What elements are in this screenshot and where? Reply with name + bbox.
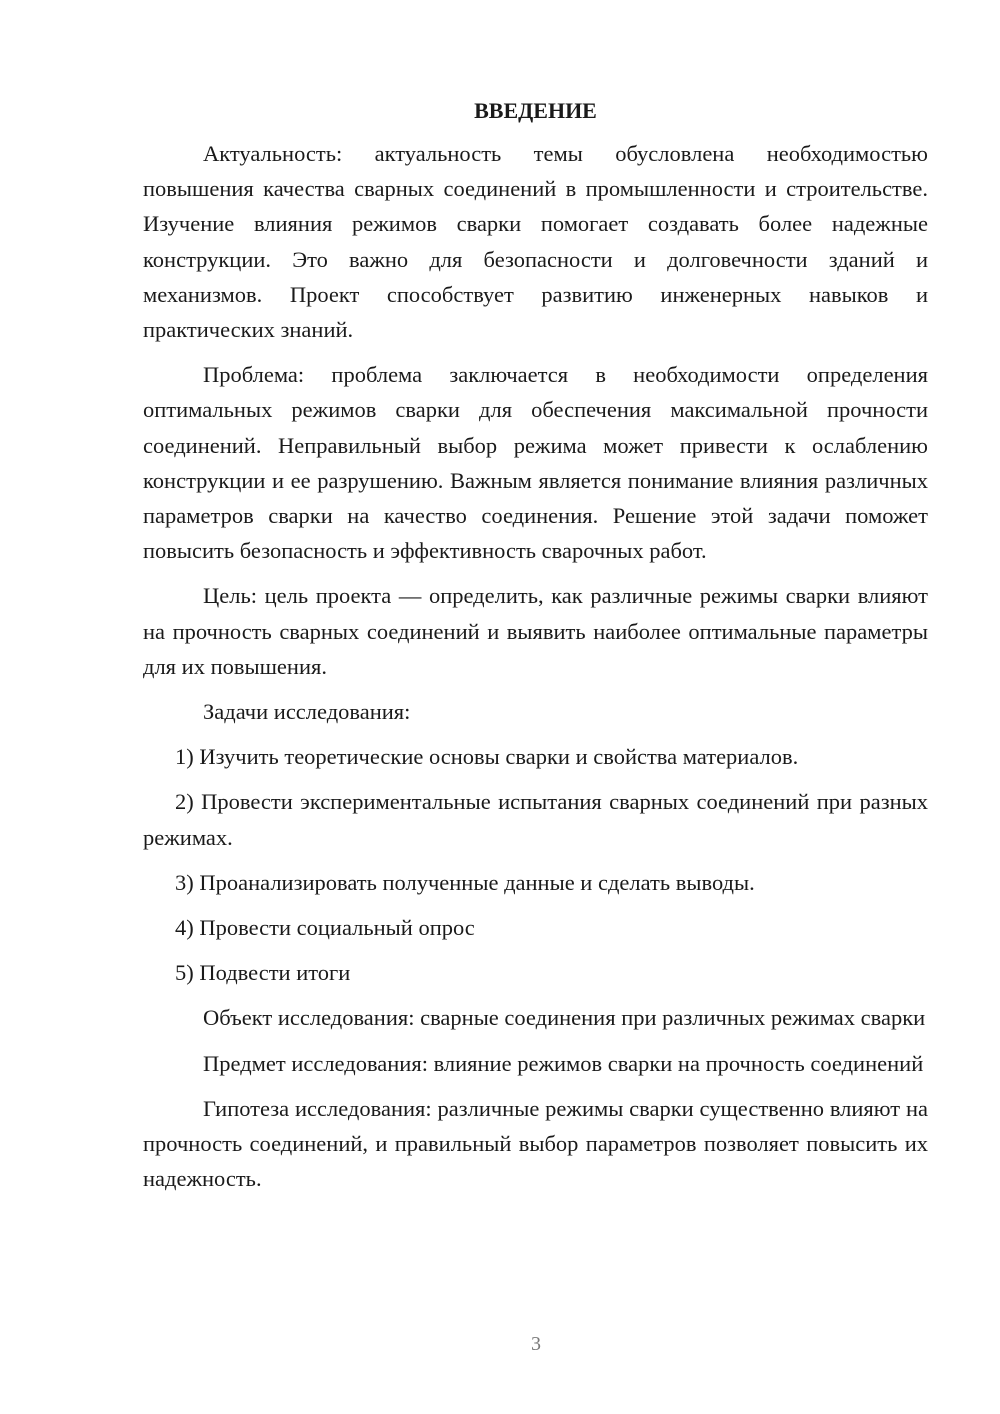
problem-paragraph: Проблема: проблема заключается в необходимости определения оптимальных режимов сварки для обеспечения максимальной прочности соединений. Неправильный выбор режима может привести к ослаблению конструкции и ее разрушению. Важным является понимание влияния различных параметров сварки на качество соединения. Решение этой задачи поможет повысить безопасность и эффективность сварочных работ. <box>143 362 928 564</box>
hypothesis-paragraph: Гипотеза исследования: различные режимы сварки существенно влияют на прочность соединений, и правильный выбор параметров позволяет повысить их надежность. <box>143 1095 928 1192</box>
page-title: ВВЕДЕНИЕ <box>474 98 597 123</box>
task-item: 4) Провести социальный опрос <box>175 915 475 941</box>
task-item: 3) Проанализировать полученные данные и сделать выводы. <box>175 869 755 895</box>
relevance-paragraph: Актуальность: актуальность темы обусловлена необходимостью повышения качества сварных соединений в промышленности и строительстве. Изучение влияния режимов сварки помогает создавать более надежные конструкции. Это важно для безопасности и долговечности зданий и механизмов. Проект способствует развитию инженерных навыков и практических знаний. <box>143 141 928 343</box>
goal-paragraph: Цель: цель проекта — определить, как различные режимы сварки влияют на прочность сварных соединений и выявить наиболее оптимальные параметры для их повышения. <box>143 583 928 679</box>
task-item: 1) Изучить теоретические основы сварки и свойства материалов. <box>175 744 799 770</box>
page-number: 3 <box>531 1333 541 1355</box>
tasks-heading: Задачи исследования: <box>203 699 411 725</box>
task-item: 5) Подвести итоги <box>175 960 351 986</box>
task-item: 2) Провести экспериментальные испытания сварных соединений при разных режимах. <box>143 789 928 850</box>
object-paragraph: Объект исследования: сварные соединения при различных режимах сварки <box>203 1005 926 1031</box>
subject-paragraph: Предмет исследования: влияние режимов сварки на прочность соединений <box>203 1050 924 1076</box>
page-body <box>143 93 928 1206</box>
